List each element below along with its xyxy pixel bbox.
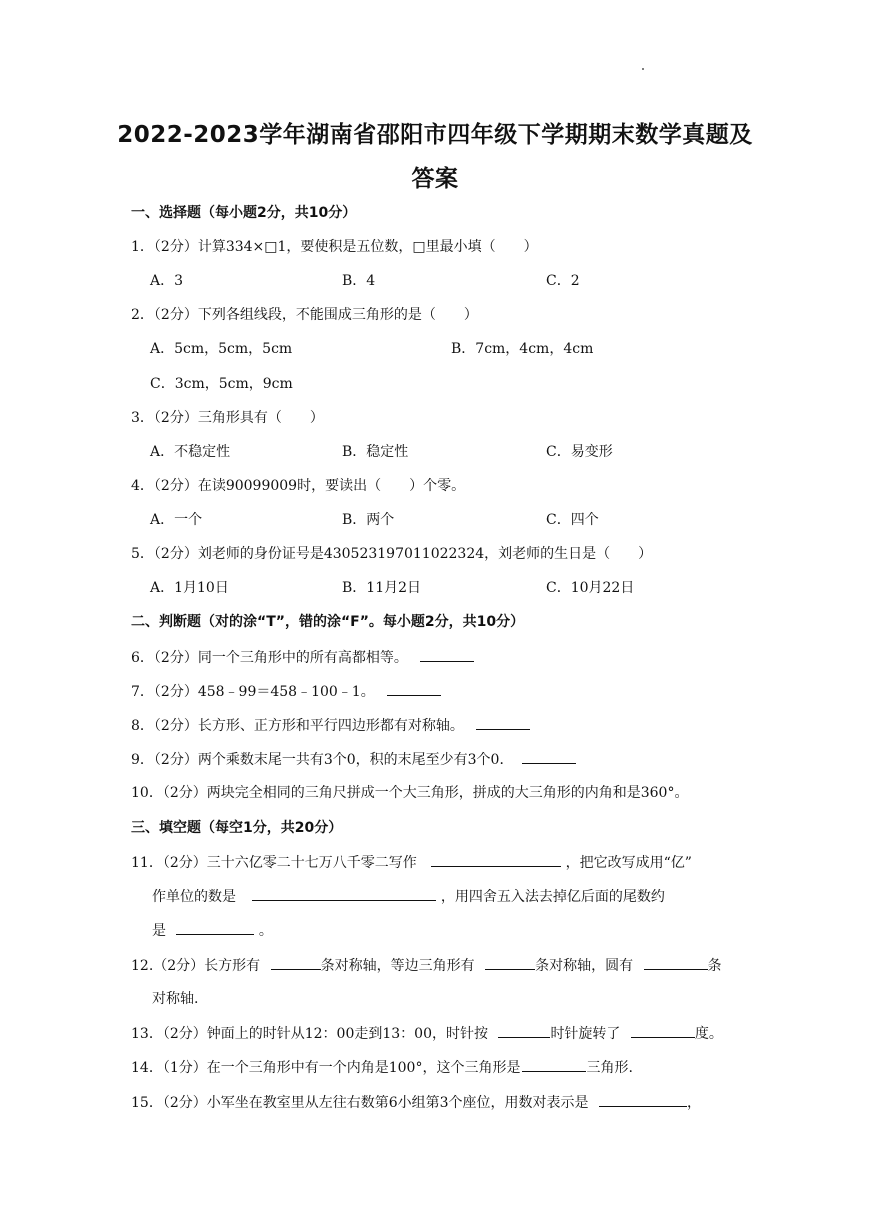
question-11-line2 <box>152 886 665 907</box>
question-2-option-b: B．7cm，4cm，4cm <box>451 341 594 357</box>
question-11-part3: 作单位的数是 <box>152 889 236 905</box>
question-12-part5: 对称轴. <box>152 991 199 1007</box>
question-4-stem: 4．（2分）在读90099009时，要读出（ ）个零。 <box>131 478 466 494</box>
question-11-part4: ，用四舍五入法去掉亿后面的尾数约 <box>440 889 665 905</box>
question-13 <box>131 1023 723 1044</box>
question-12-part3: 条对称轴，圆有 <box>535 958 634 974</box>
answer-blank[interactable] <box>522 749 576 764</box>
question-2-option-a: A．5cm，5cm，5cm <box>150 341 293 357</box>
question-14 <box>131 1057 633 1078</box>
section-heading-judge: 二、判断题（对的涂“T”，错的涂“F”。每小题2分，共10分） <box>131 614 525 630</box>
answer-blank[interactable] <box>485 955 535 970</box>
question-11-part6: 。 <box>258 923 273 939</box>
question-15-part2: ， <box>687 1095 701 1111</box>
question-1-stem: 1．（2分）计算334×□1，要使积是五位数，□里最小填（ ） <box>131 239 538 255</box>
question-12-line1 <box>131 955 722 976</box>
question-6 <box>131 647 474 668</box>
question-3-option-a: A．不稳定性 <box>150 444 231 460</box>
question-4-option-a: A．一个 <box>150 512 203 528</box>
question-3-stem: 3．（2分）三角形具有（ ） <box>131 410 324 426</box>
question-1-option-c: C．2 <box>546 273 580 289</box>
section-heading-choice: 一、选择题（每小题2分，共10分） <box>131 205 357 221</box>
question-5-option-a: A．1月10日 <box>150 580 229 596</box>
question-13-part3: 度。 <box>694 1026 723 1042</box>
section-heading-fill: 三、填空题（每空1分，共20分） <box>131 820 343 836</box>
question-9 <box>131 749 576 770</box>
answer-blank[interactable] <box>644 955 708 970</box>
question-11-part5: 是 <box>152 923 166 939</box>
question-1-option-a: A．3 <box>150 273 184 289</box>
question-1-option-b: B．4 <box>342 273 376 289</box>
question-13-part1: 13．（2分）钟面上的时针从12：00走到13：00，时针按 <box>131 1026 488 1042</box>
answer-blank[interactable] <box>176 920 254 935</box>
question-2-stem: 2．（2分）下列各组线段，不能围成三角形的是（ ） <box>131 307 478 323</box>
question-5-stem: 5．（2分）刘老师的身份证号是430523197011022324，刘老师的生日是（ ） <box>131 546 653 562</box>
question-11-part1: 11．（2分）三十六亿零二十七万八千零二写作 <box>131 855 417 871</box>
answer-blank[interactable] <box>431 852 561 867</box>
question-3-option-c: C．易变形 <box>546 444 613 460</box>
answer-blank[interactable] <box>599 1092 687 1107</box>
question-8 <box>131 715 530 736</box>
answer-blank[interactable] <box>271 955 321 970</box>
question-11-line1 <box>131 852 692 873</box>
document-title-line1: 2022-2023学年湖南省邵阳市四年级下学期期末数学真题及 <box>117 122 753 148</box>
question-13-part2: 时针旋转了 <box>550 1026 621 1042</box>
answer-blank[interactable] <box>631 1023 695 1038</box>
question-11-part2: ，把它改写成用“亿” <box>565 855 692 871</box>
question-9-text: 9．（2分）两个乘数末尾一共有3个0，积的末尾至少有3个0． <box>131 752 514 768</box>
question-11-line3 <box>152 920 273 941</box>
question-15 <box>131 1092 701 1113</box>
answer-blank[interactable] <box>387 681 441 696</box>
question-6-text: 6．（2分）同一个三角形中的所有高都相等。 <box>131 650 408 666</box>
question-14-part2: 三角形. <box>586 1060 633 1076</box>
document-title-line2: 答案 <box>411 166 459 192</box>
answer-blank[interactable] <box>476 715 530 730</box>
header-dot <box>642 68 644 70</box>
question-8-text: 8．（2分）长方形、正方形和平行四边形都有对称轴。 <box>131 718 464 734</box>
answer-blank[interactable] <box>498 1023 550 1038</box>
question-12-part2: 条对称轴，等边三角形有 <box>320 958 475 974</box>
question-15-part1: 15．（2分）小军坐在教室里从左往右数第6小组第3个座位，用数对表示是 <box>131 1095 589 1111</box>
question-7-text: 7．（2分）458﹣99＝458﹣100﹣1。 <box>131 684 375 700</box>
question-3-option-b: B．稳定性 <box>342 444 409 460</box>
question-14-part1: 14．（1分）在一个三角形中有一个内角是100°，这个三角形是 <box>131 1060 521 1076</box>
question-5-option-b: B．11月2日 <box>342 580 422 596</box>
question-4-option-b: B．两个 <box>342 512 395 528</box>
question-12-part1: 12.（2分）长方形有 <box>131 958 261 974</box>
question-5-option-c: C．10月22日 <box>546 580 635 596</box>
question-7 <box>131 681 441 702</box>
question-10: 10．（2分）两块完全相同的三角尺拼成一个大三角形，拼成的大三角形的内角和是360°。 <box>131 785 689 801</box>
question-12-part4: 条 <box>707 958 722 974</box>
answer-blank[interactable] <box>420 647 474 662</box>
question-4-option-c: C．四个 <box>546 512 599 528</box>
answer-blank[interactable] <box>252 886 436 901</box>
answer-blank[interactable] <box>522 1057 586 1072</box>
question-2-option-c: C．3cm，5cm，9cm <box>150 376 293 392</box>
